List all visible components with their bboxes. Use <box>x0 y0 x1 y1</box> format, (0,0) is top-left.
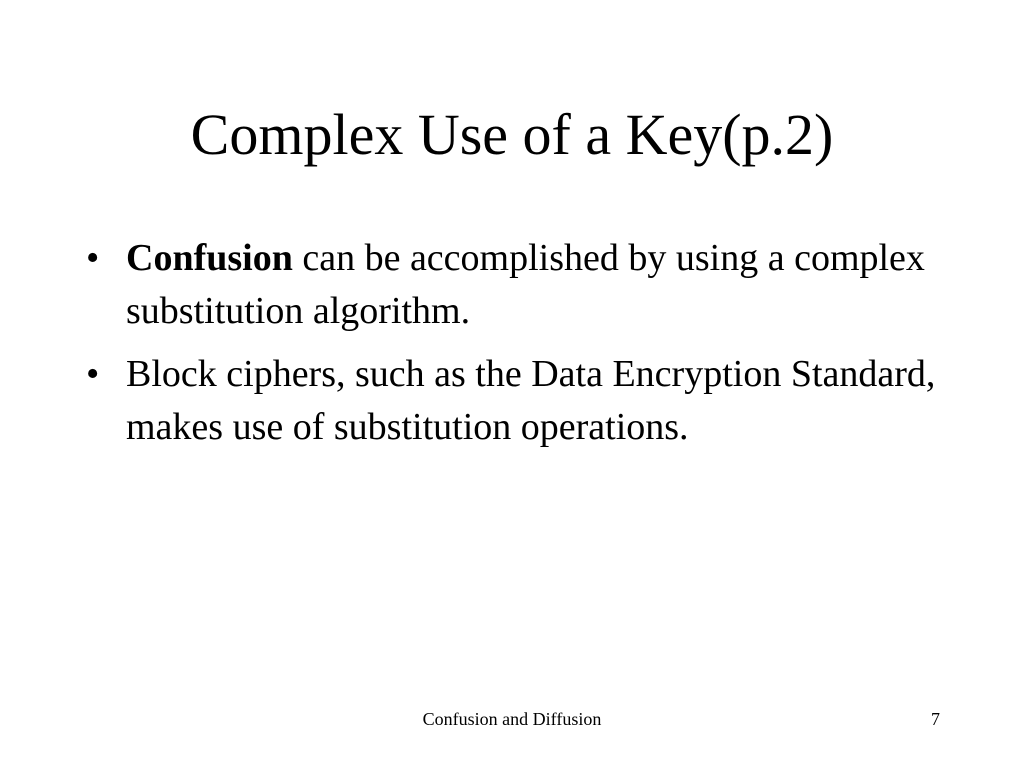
footer-title: Confusion and Diffusion <box>422 709 602 729</box>
bullet-text: Block ciphers, such as the Data Encryption Standard, makes use of substitution operations. <box>126 353 936 448</box>
bullet-item <box>84 348 944 454</box>
bullet-marker: • <box>86 353 100 395</box>
bullet-list <box>84 232 944 464</box>
bullet-text: can be accomplished by using a complex substitution algorithm. <box>126 237 925 332</box>
bullet-bold-term: Confusion <box>126 237 293 279</box>
page-number: 7 <box>931 709 940 729</box>
bullet-marker: • <box>86 237 100 279</box>
slide-title: Complex Use of a Key(p.2) <box>190 102 834 167</box>
bullet-item <box>84 232 944 338</box>
